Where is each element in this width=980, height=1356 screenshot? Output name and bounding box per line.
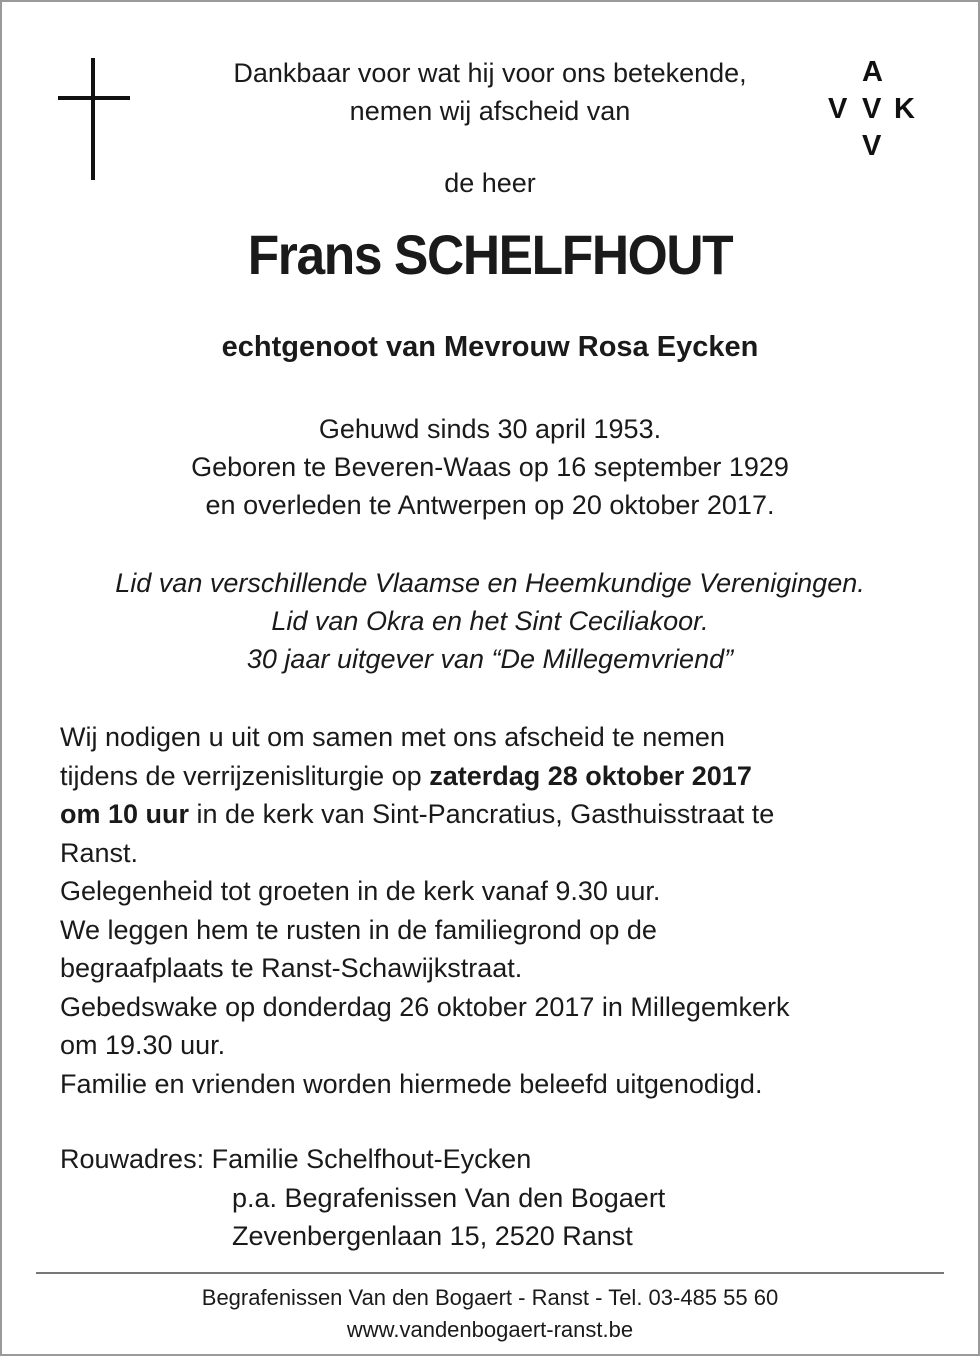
mourning-address [60,1140,665,1256]
emblem-right: K [894,93,915,125]
intro-line-2: nemen wij afscheid van [349,96,631,126]
avvkv-emblem [820,54,930,165]
emblem-left: V [828,93,848,125]
ceremony-line-6: We leggen hem te rusten in de familiegrond op de [60,914,657,945]
fact-married: Gehuwd sinds 30 april 1953. [318,414,662,444]
ceremony-line-4: Ranst. [60,837,139,868]
ceremony-line-10: Familie en vrienden worden hiermede beleefd uitgenodigd. [60,1068,763,1099]
ceremony-time: om 10 uur [60,799,190,829]
life-facts [0,410,980,524]
ceremony-line-7: begraafplaats te Ranst-Schawijkstraat. [60,953,523,983]
address-line-3: Zevenbergenlaan 15, 2520 Ranst [232,1221,633,1251]
ceremony-line-3-text: in de kerk van Sint-Pancratius, Gasthuisstraat te [189,799,775,829]
ceremony-line-2-text: tijdens de verrijzenisliturgie op [60,760,430,791]
ceremony-line-2 [60,757,940,796]
ceremony-line-1: Wij nodigen u uit om samen met ons afscheid te nemen [60,722,725,752]
footer-contact: Begrafenissen Van den Bogaert - Ranst - Tel. 03-485 55 60 [201,1285,779,1310]
footer-website[interactable]: www.vandenbogaert-ranst.be [346,1317,634,1342]
membership-3: 30 jaar uitgever van “De Millegemvriend” [246,644,734,674]
deceased-name: Frans SCHELFHOUT [247,223,733,286]
fact-born: Geboren te Beveren-Waas op 16 september 1929 [191,452,789,482]
emblem-middle: V [862,93,882,125]
emblem-top: A [862,56,883,88]
intro-text [160,54,820,130]
ceremony-line-8: Gebedswake op donderdag 26 oktober 2017 in Millegemkerk [60,991,790,1022]
membership-1: Lid van verschillende Vlaamse en Heemkundige Verenigingen. [115,568,865,598]
ceremony-line-9: om 19.30 uur. [60,1030,226,1060]
address-line-2: p.a. Begrafenissen Van den Bogaert [232,1182,666,1213]
membership-2: Lid van Okra en het Sint Ceciliakoor. [271,606,709,636]
emblem-bottom: V [862,130,882,162]
footer-divider [36,1272,944,1274]
title: de heer [444,168,536,198]
ceremony-line-5: Gelegenheid tot groeten in de kerk vanaf 9.30 uur. [60,876,661,906]
intro-line-1: Dankbaar voor wat hij voor ons betekende, [233,58,747,88]
spouse-line: echtgenoot van Mevrouw Rosa Eycken [221,331,759,363]
address-label: Rouwadres: Familie Schelfhout-Eycken [60,1144,532,1174]
ceremony-details [60,718,940,1103]
footer [0,1282,980,1346]
fact-died: en overleden te Antwerpen op 20 oktober 2017. [205,490,775,520]
ceremony-date: zaterdag 28 oktober 2017 [429,760,752,791]
ceremony-line-3 [60,795,940,834]
memberships [0,564,980,678]
